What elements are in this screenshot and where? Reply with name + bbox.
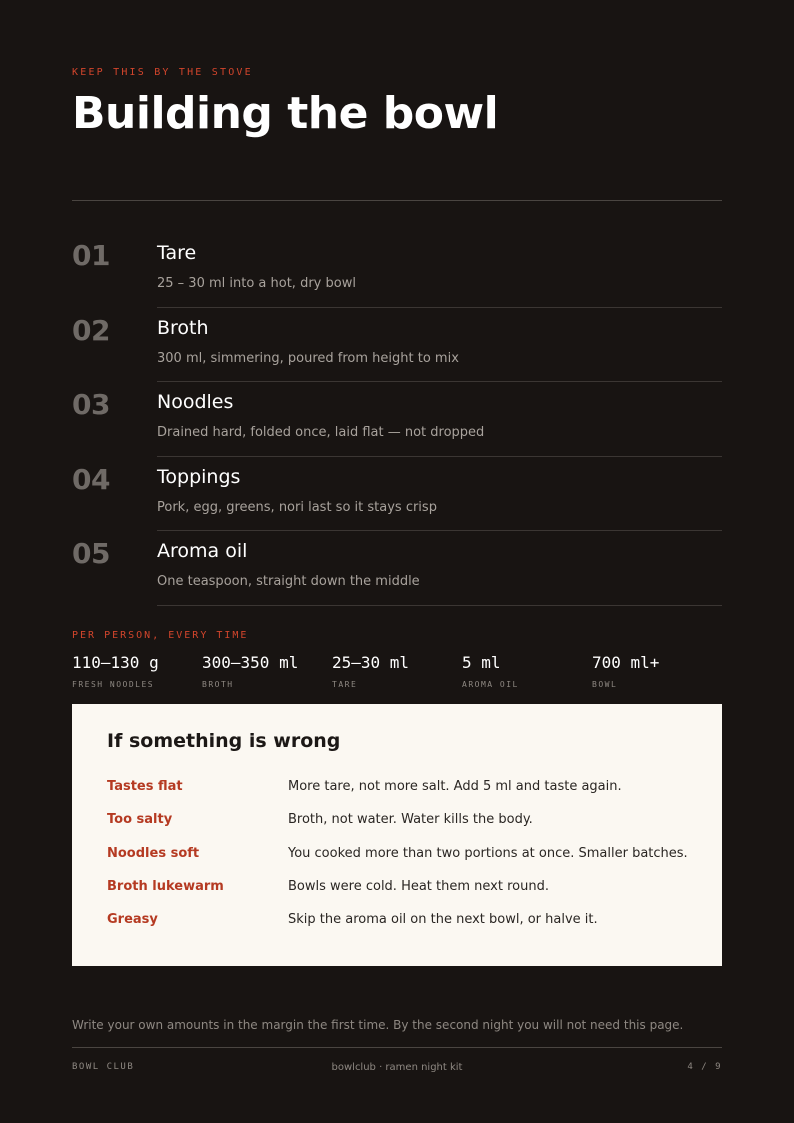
stat-value: 25–30 ml xyxy=(332,653,410,672)
step-item xyxy=(72,531,722,606)
step-number: 04 xyxy=(72,462,110,496)
divider xyxy=(72,200,722,201)
troubleshoot-row xyxy=(107,912,702,945)
troubleshoot-row xyxy=(107,812,702,845)
footer-title: bowlclub · ramen night kit xyxy=(331,1062,463,1073)
step-description: Drained hard, folded once, laid flat — not dropped xyxy=(157,425,485,441)
problem-label: Broth lukewarm xyxy=(107,878,224,894)
problem-label: Too salty xyxy=(107,812,173,828)
steps-list xyxy=(72,233,722,606)
step-description: Pork, egg, greens, nori last so it stays crisp xyxy=(157,499,437,515)
step-body xyxy=(157,531,722,606)
stat-item xyxy=(202,653,332,689)
step-name: Noodles xyxy=(157,391,234,414)
stat-item xyxy=(72,653,202,689)
footer-divider xyxy=(72,1047,722,1048)
step-item xyxy=(72,457,722,532)
step-item xyxy=(72,308,722,383)
page-number: 4 / 9 xyxy=(687,1062,722,1072)
stat-value: 700 ml+ xyxy=(592,653,660,672)
troubleshoot-row xyxy=(107,779,702,812)
eyebrow-label: KEEP THIS BY THE STOVE xyxy=(72,67,253,78)
troubleshoot-title: If something is wrong xyxy=(107,730,341,752)
step-description: One teaspoon, straight down the middle xyxy=(157,574,420,590)
step-item xyxy=(72,382,722,457)
step-number: 03 xyxy=(72,388,110,422)
step-number: 02 xyxy=(72,313,110,347)
per-person-label: PER PERSON, EVERY TIME xyxy=(72,630,249,641)
troubleshoot-row xyxy=(107,846,702,879)
step-name: Aroma oil xyxy=(157,540,248,563)
step-body xyxy=(157,233,722,308)
stat-item xyxy=(332,653,462,689)
step-name: Tare xyxy=(157,242,197,264)
fix-text: Broth, not water. Water kills the body. xyxy=(288,812,533,828)
fix-text: Bowls were cold. Heat them next round. xyxy=(288,878,549,894)
footer-brand: BOWL CLUB xyxy=(72,1062,135,1072)
stat-label: TARE xyxy=(332,680,358,689)
troubleshoot-table xyxy=(107,779,702,945)
page-title: Building the bowl xyxy=(72,88,499,139)
step-item xyxy=(72,233,722,308)
page xyxy=(72,0,722,1123)
margin-note: Write your own amounts in the margin the first time. By the second night you will not need this page. xyxy=(72,1018,684,1032)
troubleshoot-row xyxy=(107,879,702,912)
step-body xyxy=(157,457,722,532)
stat-value: 110–130 g xyxy=(72,653,159,672)
stat-item xyxy=(462,653,592,689)
stat-value: 300–350 ml xyxy=(202,653,299,672)
stat-value: 5 ml xyxy=(462,653,501,672)
stat-label: FRESH NOODLES xyxy=(72,680,155,689)
problem-label: Greasy xyxy=(107,912,158,928)
fix-text: More tare, not more salt. Add 5 ml and taste again. xyxy=(288,779,622,794)
per-person-stats xyxy=(72,653,722,697)
step-name: Toppings xyxy=(157,465,241,488)
stat-label: AROMA OIL xyxy=(462,680,519,689)
step-number: 01 xyxy=(72,239,110,272)
problem-label: Tastes flat xyxy=(107,779,183,794)
step-body xyxy=(157,308,722,383)
problem-label: Noodles soft xyxy=(107,845,200,861)
step-body xyxy=(157,382,722,457)
footer xyxy=(72,1062,722,1076)
stat-label: BOWL xyxy=(592,680,618,689)
stat-item xyxy=(592,653,722,689)
fix-text: Skip the aroma oil on the next bowl, or halve it. xyxy=(288,912,598,928)
step-number: 05 xyxy=(72,537,110,571)
fix-text: You cooked more than two portions at once. Smaller batches. xyxy=(288,845,688,861)
step-description: 25 – 30 ml into a hot, dry bowl xyxy=(157,276,356,291)
stat-label: BROTH xyxy=(202,680,234,689)
troubleshoot-card xyxy=(72,704,722,966)
step-name: Broth xyxy=(157,316,209,339)
step-description: 300 ml, simmering, poured from height to mix xyxy=(157,350,459,366)
